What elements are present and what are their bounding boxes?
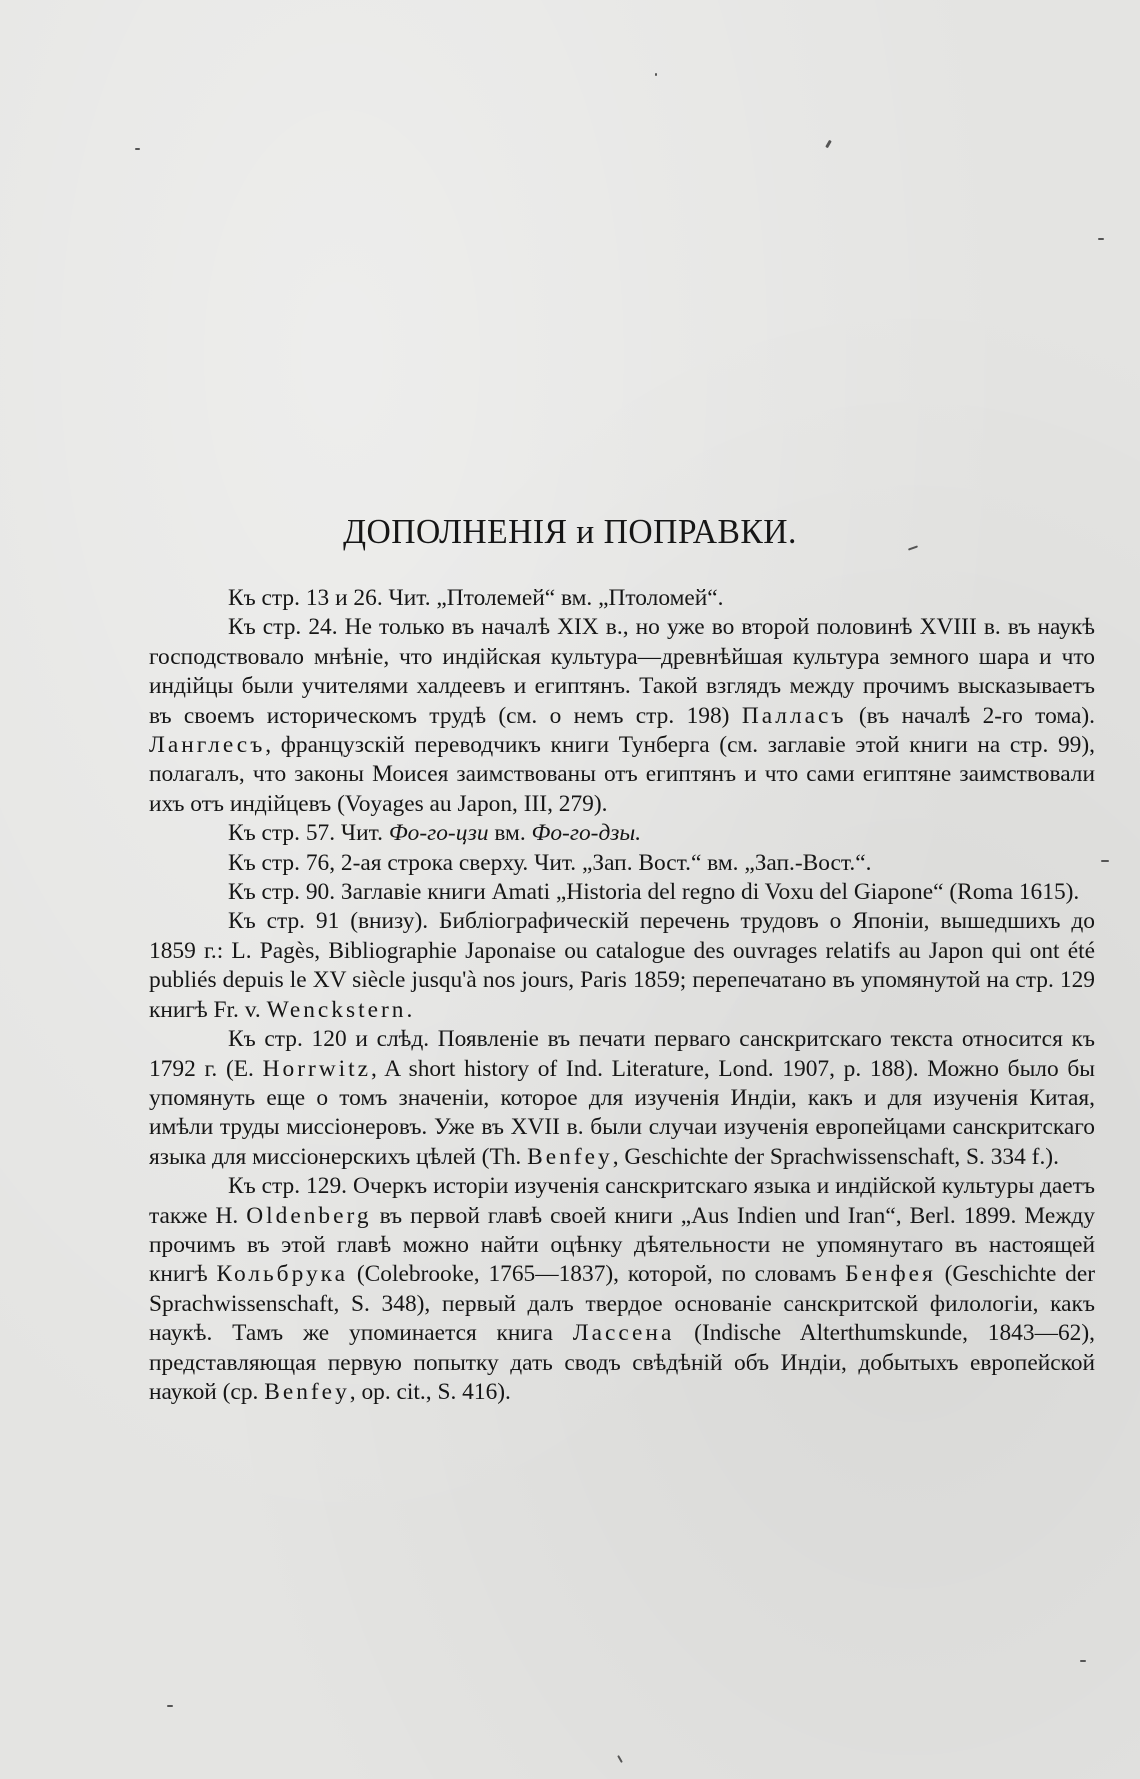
italic-term: Фо-го-цзи: [388, 820, 489, 847]
spaced-name: Wenckstern.: [266, 996, 416, 1023]
scan-speck: [617, 1755, 623, 1763]
paragraph-text: Къ стр. 90. Заглавіе книги Amati „Historia del regno di Voxu del Giapone“ (Roma 1615).: [228, 879, 1080, 906]
spaced-name: Лассена: [572, 1320, 675, 1347]
spaced-name: Палласъ: [741, 702, 847, 729]
spaced-name: Benfey: [527, 1143, 613, 1170]
italic-term: Фо-го-дзы.: [531, 820, 642, 847]
paragraph-text: Къ стр. 24. Не только въ началѣ XIX в., но уже во второй половинѣ XVIII в. въ наукѣ господствовало мнѣніе, что индійская культура—древнѣйшая культура земного шара и что индійцы были учителями халдеевъ и египтянъ. Такой взглядъ между прочимъ высказываетъ въ своемъ историческомъ трудѣ (см. о немъ стр. 198): [149, 614, 1095, 729]
page-title: ДОПОЛНЕНІЯ и ПОПРАВКИ.: [343, 512, 797, 551]
paragraph-text: (Geschichte der Sprachwissenschaft, S. 348), первый далъ твердое основаніе санскритской филологіи, какъ наукѣ. Тамъ же упоминается книга: [149, 1261, 1095, 1347]
paragraph-text: Къ стр. 129. Очеркъ исторіи изученія санскритскаго языка и индійской культуры даетъ также H.: [149, 1173, 1095, 1229]
spaced-name: Horrwitz: [262, 1055, 372, 1082]
spaced-name: Ланглесъ: [149, 732, 266, 759]
document-body: [149, 584, 1095, 1407]
spaced-name: Benfey: [264, 1378, 350, 1405]
paragraph-text: , op. cit., S. 416).: [349, 1378, 511, 1405]
scan-speck: [167, 1705, 173, 1707]
scan-speck: [1080, 1660, 1086, 1662]
paragraph-2: [149, 613, 1095, 819]
paragraph-7: [149, 1025, 1095, 1172]
scan-speck: [825, 140, 832, 148]
scan-speck: [135, 148, 140, 150]
paragraph-text: (Colebrooke, 1765—1837), которой, по словамъ: [356, 1261, 837, 1288]
paragraph-6: [149, 907, 1095, 1025]
scan-speck: [1101, 860, 1109, 862]
paragraph-5: [149, 878, 1095, 907]
paragraph-text: Къ стр. 120 и слѣд. Появленіе въ печати перваго санскритскаго текста относится къ 1792 г. (E.: [149, 1026, 1095, 1082]
paragraph-text: (въ началѣ 2-го тома).: [858, 702, 1095, 729]
paragraph-1: [149, 584, 1095, 613]
spaced-name: Бенфея: [845, 1261, 936, 1288]
paragraph-text: , A short history of Ind. Literature, Lond. 1907, p. 188). Можно было бы упомянуть еще о томъ значеніи, которое для изученія Индіи, какъ и для изученія Китая, имѣли труды миссіонеровъ. Уже въ XVII в. были случаи изученія европейцами санскритскаго языка для миссіонерскихъ цѣлей (Th.: [149, 1055, 1095, 1170]
paragraph-text: въ первой главѣ своей книги „Aus Indien und Iran“, Berl. 1899. Между прочимъ въ этой главѣ можно найти оцѣнку дѣятельности не упомянутаго въ настоящей книгѣ: [149, 1202, 1095, 1288]
spaced-name: Кольбрука: [216, 1261, 349, 1288]
paragraph-4: [149, 849, 1095, 878]
paragraph-text: (Indische Alterthumskunde, 1843—62), представляющая первую попытку дать сводъ свѣдѣній объ Индіи, добытыхъ европейской наукой (ср.: [149, 1320, 1095, 1405]
paragraph-text: Къ стр. 57. Чит.: [228, 820, 383, 847]
paragraph-8: [149, 1172, 1095, 1407]
paragraph-text: Къ стр. 76, 2-ая строка сверху. Чит. „Зап. Вост.“ вм. „Зап.-Вост.“.: [228, 849, 872, 876]
paragraph-3: [149, 819, 1095, 848]
paragraph-text: Къ стр. 91 (внизу). Библіографическій перечень трудовъ о Японіи, вышедшихъ до 1859 г.: L. Pagès, Bibliographie Japonaise ou catalogue des ouvrages relatifs au Japon qui ont été publiés depuis le XV siècle jusqu'à nos jours, Paris 1859; перепечатано въ упомянутой на стр. 129 книгѣ Fr. v.: [149, 908, 1095, 1023]
paragraph-text: вм.: [494, 820, 526, 847]
spaced-name: Oldenberg: [246, 1202, 372, 1229]
paragraph-text: , Geschichte der Sprachwissenschaft, S. 334 f.).: [612, 1143, 1059, 1170]
paragraph-text: Къ стр. 13 и 26. Чит. „Птолемей“ вм. „Птоломей“.: [228, 585, 724, 611]
paragraph-text: , французскій переводчикъ книги Тунберга (см. заглавіе этой книги на стр. 99), полагалъ, что законы Моисея заимствованы отъ египтянъ и что сами египтяне заимствовали ихъ отъ индійцевъ (Voyages au Japon, III, 279).: [149, 732, 1095, 817]
scan-speck: [1098, 238, 1104, 240]
scan-speck: [655, 73, 657, 76]
